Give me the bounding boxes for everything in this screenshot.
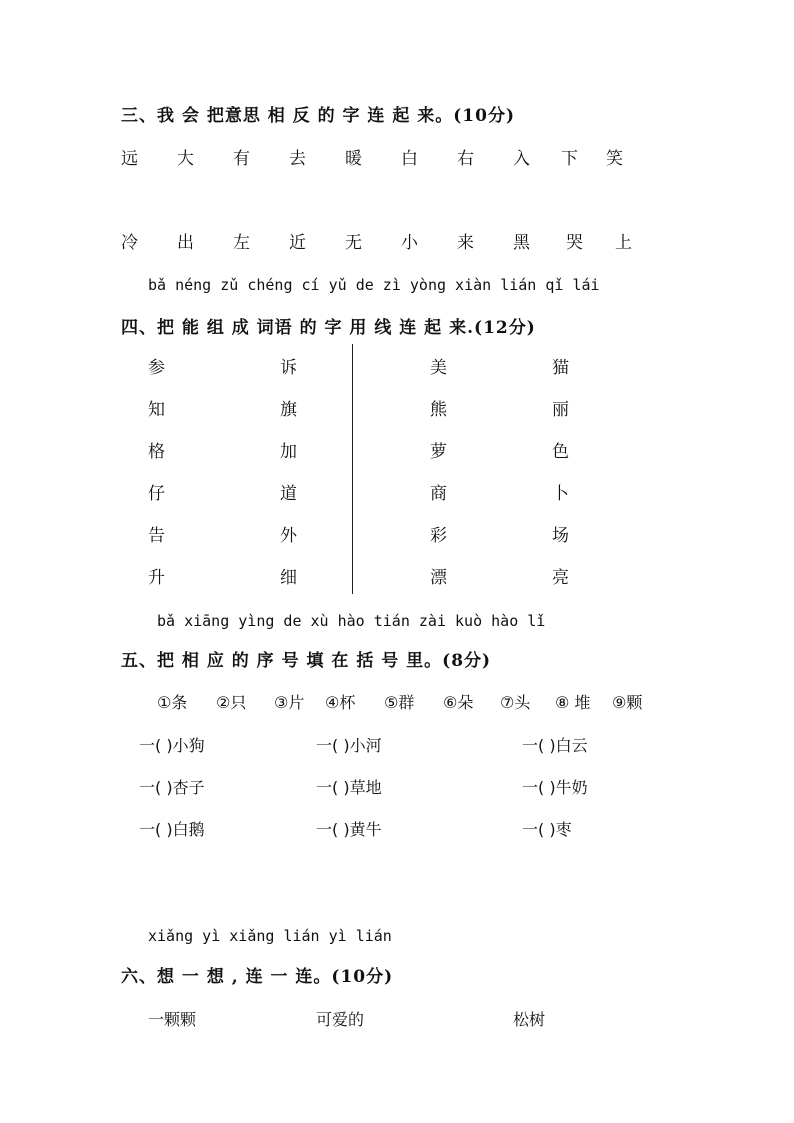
measure-word-item: 一( )白云 bbox=[522, 736, 588, 755]
measure-word-item: 一( )白鹅 bbox=[139, 820, 205, 839]
char-item: 告 bbox=[148, 526, 165, 546]
char-item: 色 bbox=[552, 442, 569, 462]
char-item: 有 bbox=[233, 149, 250, 169]
char-item: 丽 bbox=[552, 400, 569, 420]
char-item: 诉 bbox=[280, 358, 297, 378]
char-item: 上 bbox=[615, 233, 632, 253]
char-item: 去 bbox=[289, 149, 306, 169]
char-item: 知 bbox=[148, 400, 165, 420]
section6-pinyin: xiǎng yì xiǎng lián yì lián bbox=[148, 927, 392, 945]
char-item: 来 bbox=[457, 233, 474, 253]
option-item: ⑧ 堆 bbox=[555, 693, 591, 712]
char-item: 彩 bbox=[430, 526, 447, 546]
char-item: 美 bbox=[430, 358, 447, 378]
option-item: ②只 bbox=[216, 693, 247, 712]
char-item: 入 bbox=[513, 149, 530, 169]
char-item: 参 bbox=[148, 358, 165, 378]
char-item: 冷 bbox=[121, 233, 138, 253]
option-item: ③片 bbox=[274, 693, 305, 712]
char-item: 升 bbox=[148, 568, 165, 588]
char-item: 黑 bbox=[513, 233, 530, 253]
char-item: 近 bbox=[289, 233, 306, 253]
measure-word-item: 一( )杏子 bbox=[139, 778, 205, 797]
char-item: 商 bbox=[430, 484, 447, 504]
option-item: ⑥朵 bbox=[443, 693, 474, 712]
char-item: 外 bbox=[280, 526, 297, 546]
option-item: ⑨颗 bbox=[612, 693, 643, 712]
char-item: 亮 bbox=[552, 568, 569, 588]
char-item: 出 bbox=[177, 233, 194, 253]
char-item: 远 bbox=[121, 149, 138, 169]
section4-heading: 四、把 能 组 成 词语 的 字 用 线 连 起 来.(12分) bbox=[121, 318, 536, 338]
char-item: 熊 bbox=[430, 400, 447, 420]
section6-heading: 六、想 一 想 , 连 一 连。(10分) bbox=[121, 967, 394, 987]
word-item: 可爱的 bbox=[316, 1010, 365, 1029]
char-item: 萝 bbox=[430, 442, 447, 462]
measure-word-item: 一( )牛奶 bbox=[522, 778, 588, 797]
option-item: ⑦头 bbox=[500, 693, 531, 712]
char-item: 无 bbox=[345, 233, 362, 253]
measure-word-item: 一( )黄牛 bbox=[316, 820, 382, 839]
section3-heading: 三、我 会 把意思 相 反 的 字 连 起 来。(10分) bbox=[121, 106, 516, 126]
char-item: 下 bbox=[561, 149, 578, 169]
char-item: 白 bbox=[401, 149, 418, 169]
column-divider bbox=[352, 344, 353, 594]
measure-word-item: 一( )草地 bbox=[316, 778, 382, 797]
word-item: 一颗颗 bbox=[148, 1010, 197, 1029]
char-item: 格 bbox=[148, 442, 165, 462]
char-item: 笑 bbox=[606, 149, 623, 169]
measure-word-item: 一( )小河 bbox=[316, 736, 382, 755]
char-item: 旗 bbox=[280, 400, 297, 420]
option-item: ①条 bbox=[157, 693, 188, 712]
char-item: 道 bbox=[280, 484, 297, 504]
option-item: ④杯 bbox=[325, 693, 356, 712]
char-item: 漂 bbox=[430, 568, 447, 588]
char-item: 细 bbox=[280, 568, 297, 588]
option-item: ⑤群 bbox=[384, 693, 415, 712]
section5-heading: 五、把 相 应 的 序 号 填 在 括 号 里。(8分) bbox=[121, 651, 492, 671]
section5-pinyin: bǎ xiāng yìng de xù hào tián zài kuò hào lǐ bbox=[157, 612, 546, 630]
char-item: 仔 bbox=[148, 484, 165, 504]
char-item: 右 bbox=[457, 149, 474, 169]
word-item: 松树 bbox=[513, 1010, 546, 1029]
char-item: 左 bbox=[233, 233, 250, 253]
char-item: 大 bbox=[177, 149, 194, 169]
char-item: 哭 bbox=[566, 233, 583, 253]
measure-word-item: 一( )枣 bbox=[522, 820, 572, 839]
measure-word-item: 一( )小狗 bbox=[139, 736, 205, 755]
char-item: 猫 bbox=[552, 358, 569, 378]
char-item: 暖 bbox=[345, 149, 362, 169]
section4-pinyin: bǎ néng zǔ chéng cí yǔ de zì yòng xiàn lián qǐ lái bbox=[148, 276, 600, 294]
char-item: 加 bbox=[280, 442, 297, 462]
char-item: 小 bbox=[401, 233, 418, 253]
char-item: 场 bbox=[552, 526, 569, 546]
char-item: 卜 bbox=[552, 484, 569, 504]
